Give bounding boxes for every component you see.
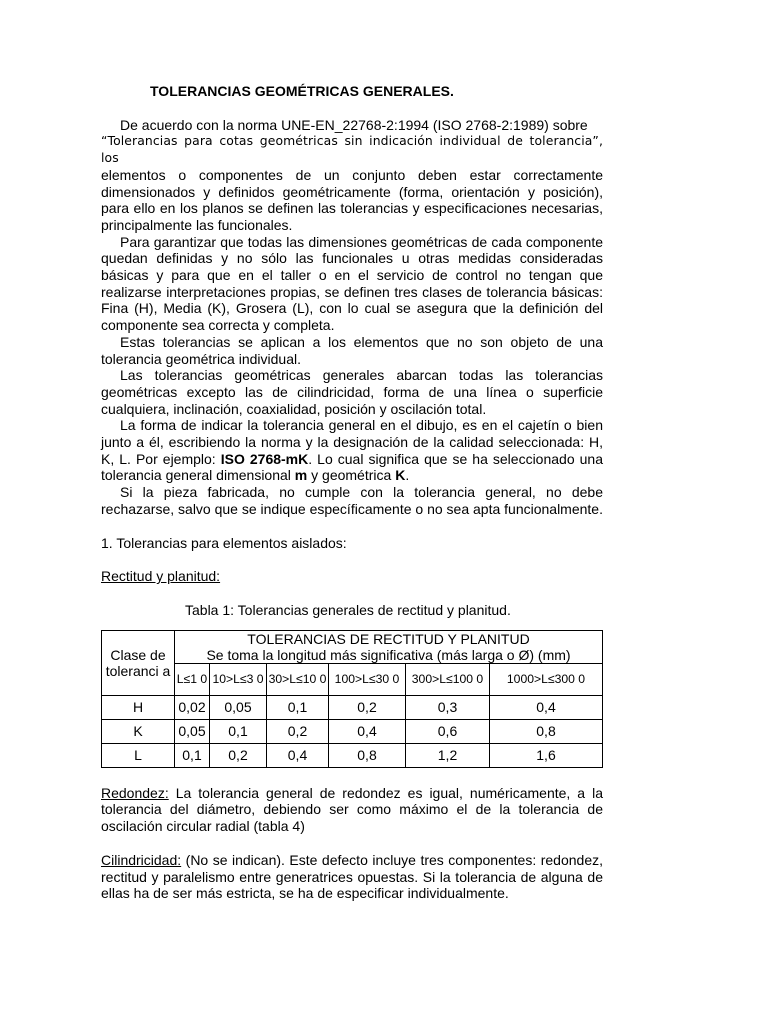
class-cell: H xyxy=(102,695,175,719)
iso-code: ISO 2768-mK xyxy=(220,450,309,467)
class-header-cell: Clase de toleranci a xyxy=(102,630,175,695)
table-row xyxy=(102,695,603,719)
value-cell: 0,1 xyxy=(267,695,329,719)
value-cell: 0,4 xyxy=(329,719,406,743)
paragraph-aplican: Estas tolerancias se aplican a los elementos que no son objeto de una tolerancia geométrica individual. xyxy=(101,333,603,367)
range-header: L≤1 0 xyxy=(175,663,210,695)
rectitud-heading: Rectitud y planitud: xyxy=(101,568,221,585)
table-title: TOLERANCIAS DE RECTITUD Y PLANITUD xyxy=(247,630,530,647)
value-cell: 0,6 xyxy=(406,719,490,743)
table-subtitle: Se toma la longitud más significativa (más larga o Ø) (mm) xyxy=(206,646,571,663)
forma-text-a: La forma de indicar la tolerancia general en el dibujo, es en el cajetín o bien junto a él, escribiendo la norma y la designación de la calidad seleccionada: H, K, L. Por ejemplo: xyxy=(101,417,603,467)
paragraph-norma-rest: elementos o componentes de un conjunto deben estar correctamente dimensionados y definidos geométricamente (forma, orientación y posición), para ello en los planos se definen las tolerancias y especificaciones necesarias, principalmente las funcionales. xyxy=(101,166,603,233)
value-cell: 0,2 xyxy=(267,719,329,743)
redondez-label: Redondez: xyxy=(101,784,169,801)
value-cell: 0,4 xyxy=(267,743,329,767)
value-cell: 0,2 xyxy=(210,743,267,767)
forma-text-b: . Lo cual significa que se ha seleccionado una tolerancia general dimensional xyxy=(101,450,604,484)
value-cell: 0,1 xyxy=(210,719,267,743)
value-cell: 0,05 xyxy=(175,719,210,743)
value-cell: 0,8 xyxy=(329,743,406,767)
quality-m: m xyxy=(294,467,308,484)
cilindricidad-label: Cilindricidad: xyxy=(101,851,182,868)
section-heading-1: 1. Tolerancias para elementos aislados: xyxy=(101,534,347,551)
value-cell: 0,2 xyxy=(329,695,406,719)
value-cell: 0,02 xyxy=(175,695,210,719)
forma-text-c: y geométrica xyxy=(307,467,396,484)
table-title-cell xyxy=(175,630,603,663)
paragraph-abarcan: Las tolerancias geométricas generales abarcan todas las tolerancias geométricas excepto las de cilindricidad, forma de una línea o superficie cualquiera, inclinación, coaxialidad, posición y oscilación total. xyxy=(101,367,603,417)
value-cell: 1,2 xyxy=(406,743,490,767)
range-header: 30>L≤10 0 xyxy=(267,663,329,695)
table-caption: Tabla 1: Tolerancias generales de rectitud y planitud. xyxy=(185,601,511,618)
paragraph-garantizar: Para garantizar que todas las dimensiones geométricas de cada componente quedan definidas y no sólo las funcionales u otras medidas consideradas básicas y para que en el taller o en el servicio de control no tengan que realizarse interpretaciones propias, se definen tres clases de tolerancia básicas: Fina (H), Media (K), Grosera (L), con lo cual se asegura que la definición del componente sea correcta y completa. xyxy=(101,233,603,334)
class-cell: K xyxy=(102,719,175,743)
range-header: 100>L≤30 0 xyxy=(329,663,406,695)
paragraph-redondez xyxy=(101,785,603,835)
table-row xyxy=(102,743,603,767)
range-header: 300>L≤100 0 xyxy=(406,663,490,695)
paragraph-norma-line1: De acuerdo con la norma UNE-EN_22768-2:1994 (ISO 2768-2:1989) sobre xyxy=(120,116,588,133)
value-cell: 0,1 xyxy=(175,743,210,767)
value-cell: 0,05 xyxy=(210,695,267,719)
value-cell: 0,4 xyxy=(490,695,603,719)
paragraph-cilindricidad xyxy=(101,852,603,902)
range-header: 1000>L≤300 0 xyxy=(490,663,603,695)
redondez-text: La tolerancia general de redondez es igual, numéricamente, a la tolerancia del diámetro, debiendo ser como máximo el de la tolerancia de oscilación circular radial (tabla 4) xyxy=(101,784,603,835)
paragraph-norma-line2: “Tolerancias para cotas geométricas sin indicación individual de tolerancia”, los xyxy=(101,133,603,166)
paragraph-forma-indicar xyxy=(101,417,603,484)
value-cell: 0,8 xyxy=(490,719,603,743)
paragraph-pieza-fabricada: Si la pieza fabricada, no cumple con la tolerancia general, no debe rechazarse, salvo que se indique específicamente o no sea apta funcionalmente. xyxy=(101,484,603,517)
class-cell: L xyxy=(102,743,175,767)
value-cell: 1,6 xyxy=(490,743,603,767)
table-row xyxy=(102,719,603,743)
value-cell: 0,3 xyxy=(406,695,490,719)
range-header: 10>L≤3 0 xyxy=(210,663,267,695)
document-body xyxy=(101,83,603,902)
document-title: TOLERANCIAS GEOMÉTRICAS GENERALES. xyxy=(150,83,454,99)
cilindricidad-text: (No se indican). Este defecto incluye tres componentes: redondez, rectitud y paralelismo entre generatrices opuestas. Si la tolerancia de alguna de ellas ha de ser más estricta, se ha de especificar individualmente. xyxy=(101,851,603,902)
quality-k: K xyxy=(395,467,406,484)
forma-text-d: . xyxy=(405,467,410,484)
tolerance-table xyxy=(101,630,603,768)
